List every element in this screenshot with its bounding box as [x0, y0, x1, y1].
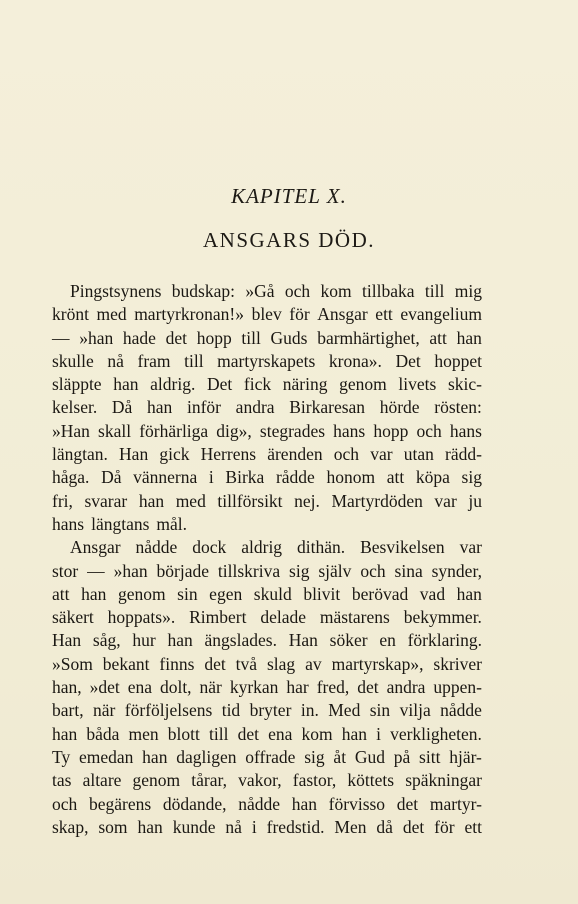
body-text	[52, 280, 482, 839]
text-line: han båda men blott till det ena kom han i verkligheten.	[52, 723, 482, 744]
paragraph	[52, 536, 482, 839]
text-line: Ansgar nådde dock aldrig dithän. Besvikelsen var	[70, 537, 482, 558]
paragraph	[52, 280, 482, 536]
text-line: tas altare genom tårar, vakor, fastor, köttets späkningar	[52, 770, 482, 791]
text-line: han, »det ena dolt, när kyrkan har fred, det andra uppen-	[52, 677, 482, 698]
text-line: stor — »han började tillskriva sig själv och sina synder,	[52, 560, 482, 581]
chapter-label: KAPITEL X.	[231, 184, 347, 208]
text-line: säkert hoppats». Rimbert delade mästarens bekymmer.	[52, 607, 482, 628]
text-line: att han genom sin egen skuld blivit berövad vad han	[52, 583, 482, 604]
text-line: släppte han aldrig. Det fick näring genom livets skic-	[52, 374, 482, 395]
text-line: skulle nå fram till martyrskapets krona». Det hoppet	[52, 350, 482, 371]
text-line: bart, när förföljelsens tid bryter in. Med sin vilja nådde	[52, 700, 482, 721]
text-line: fri, svarar han med tillförsikt nej. Martyrdöden var ju	[52, 490, 482, 511]
text-line: »Som bekant finns det två slag av martyrskap», skriver	[52, 653, 482, 674]
text-line: och begärens dödande, nådde han förvisso det martyr-	[52, 793, 482, 814]
text-line: kelser. Då han inför andra Birkaresan hörde rösten:	[52, 397, 482, 418]
text-line: skap, som han kunde nå i fredstid. Men då det för ett	[52, 816, 482, 837]
text-line: Han såg, hur han ängslades. Han söker en förklaring.	[52, 630, 482, 651]
text-line: hans längtans mål.	[52, 513, 188, 534]
text-line: Ty emedan han dagligen offrade sig åt Gud på sitt hjär-	[52, 746, 482, 767]
text-line: Pingstsynens budskap: »Gå och kom tillbaka till mig	[70, 281, 482, 301]
chapter-title: ANSGARS DÖD.	[202, 228, 376, 252]
text-line: »Han skall förhärliga dig», stegrades hans hopp och hans	[52, 420, 482, 441]
text-line: håga. Då vännerna i Birka rådde honom att köpa sig	[52, 467, 482, 488]
text-line: krönt med martyrkronan!» blev för Ansgar ett evangelium	[52, 304, 482, 325]
text-line: längtan. Han gick Herrens ärenden och var utan rädd-	[52, 444, 482, 465]
text-line: — »han hade det hopp till Guds barmhärtighet, att han	[52, 327, 482, 348]
